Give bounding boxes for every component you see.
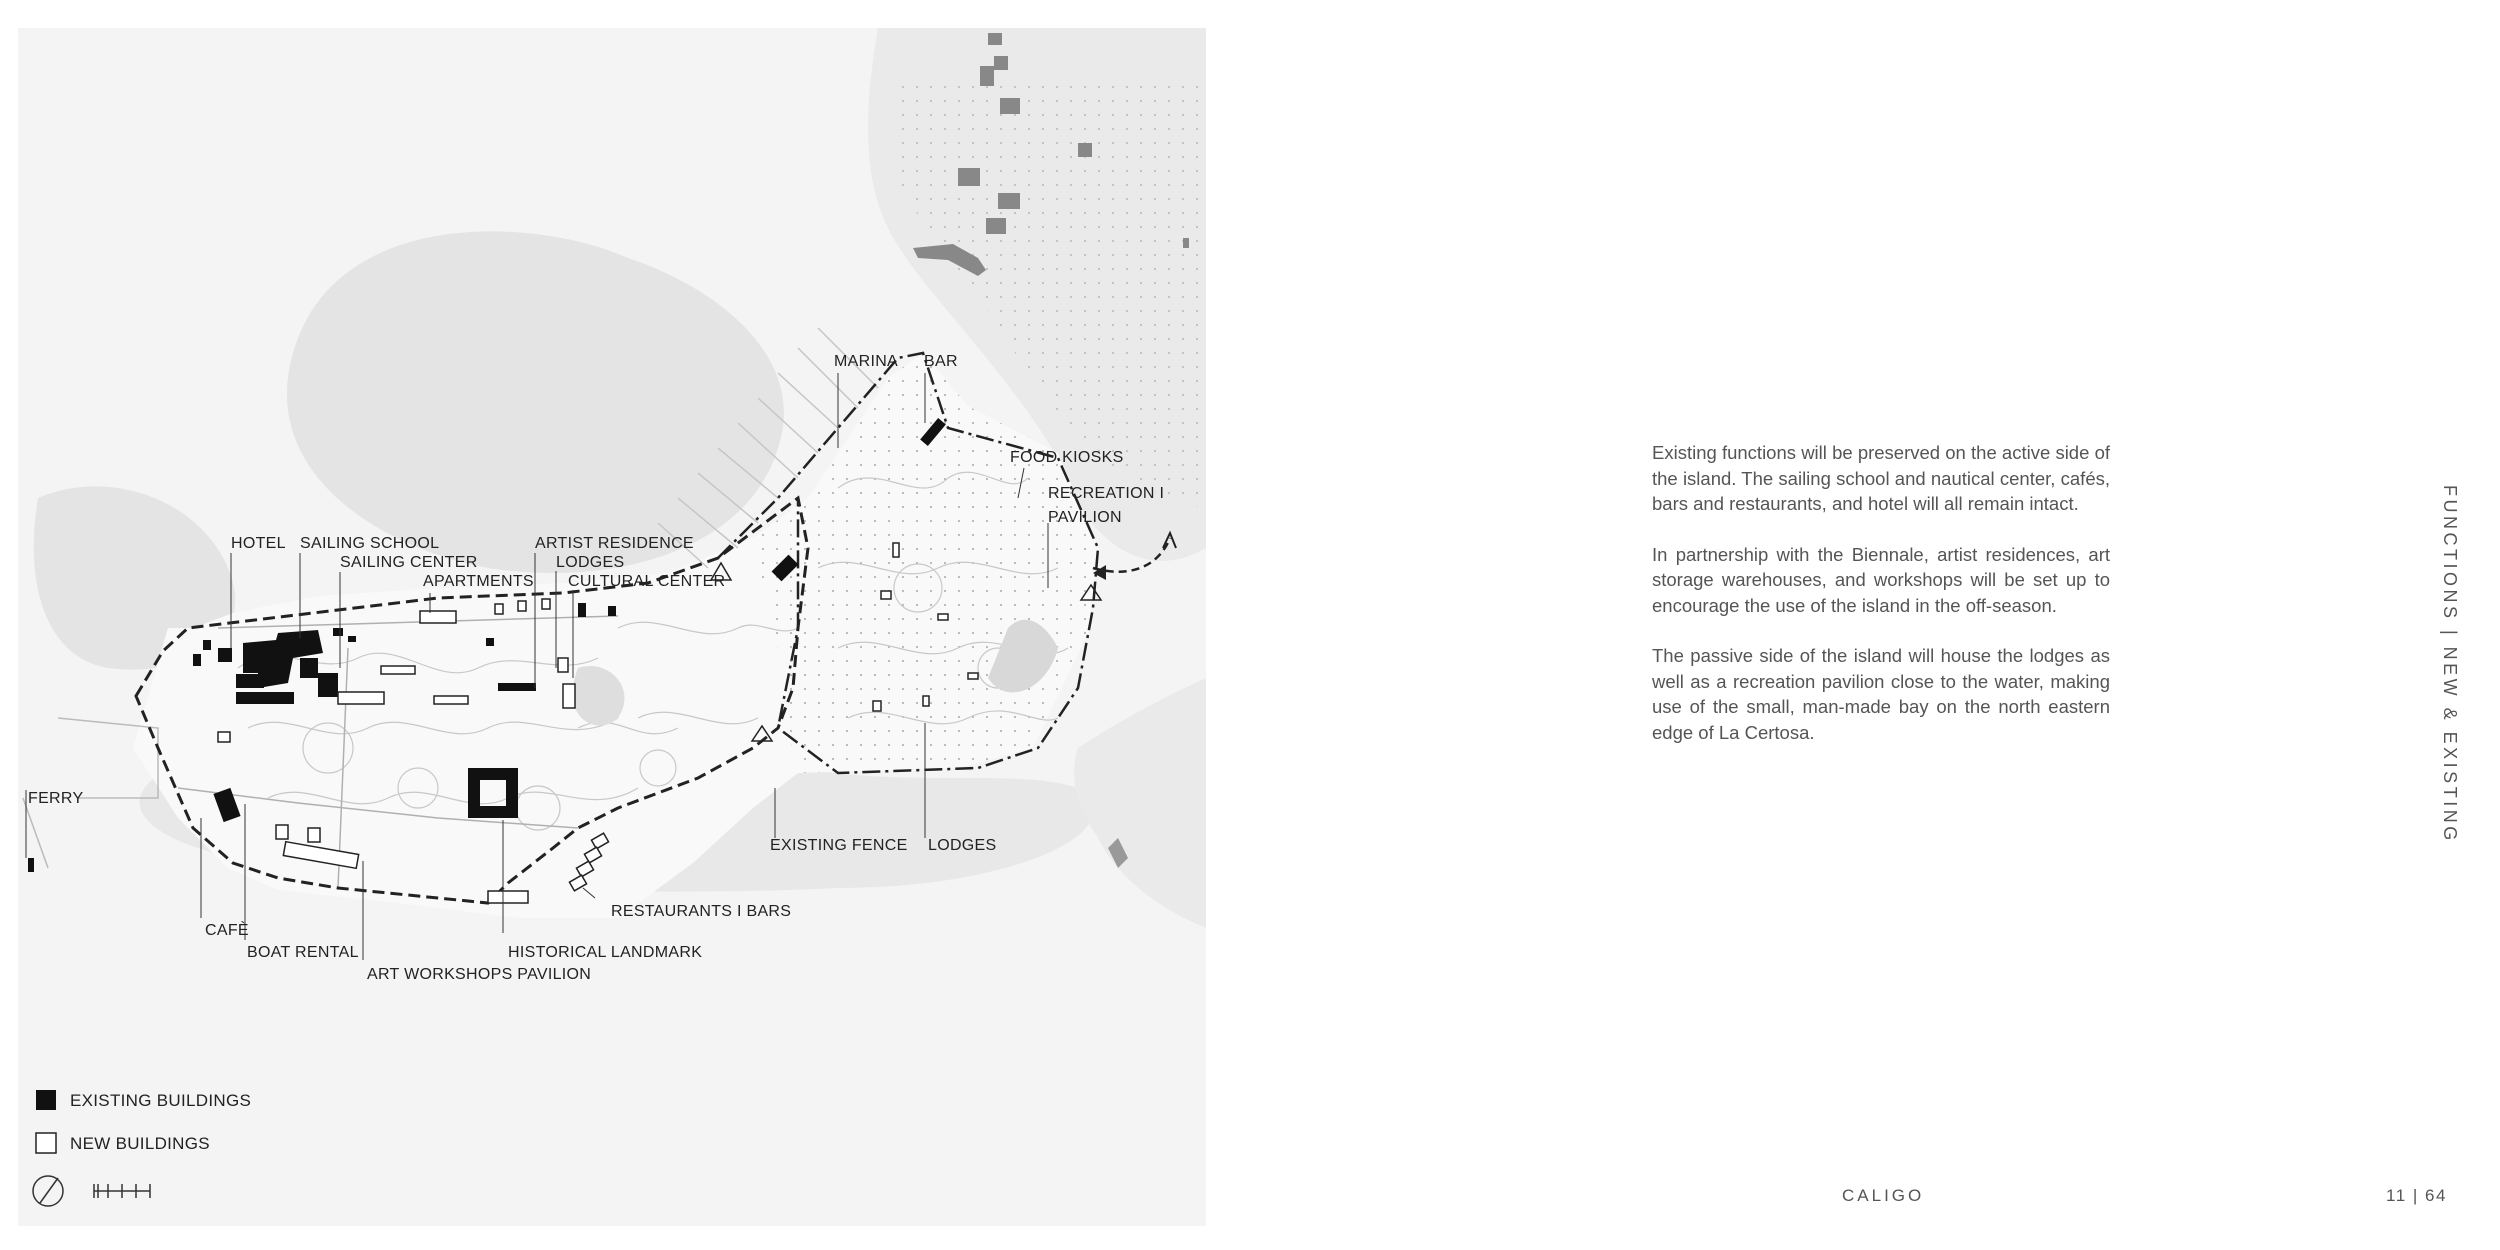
label-historical-landmark: HISTORICAL LANDMARK	[508, 944, 703, 961]
paragraph-biennale-partnership: In partnership with the Biennale, artist residences, art storage warehouses, and workshops will be set up to encourage the use of the island in the off-season.	[1652, 543, 2110, 616]
site-plan-map	[18, 28, 1206, 1226]
label-cafe: CAFÈ	[205, 922, 249, 939]
legend-new-swatch	[36, 1133, 56, 1153]
label-existing-fence: EXISTING FENCE	[770, 837, 908, 854]
label-art-workshops-pavilion: ART WORKSHOPS PAVILION	[367, 966, 592, 983]
section-title-text: FUNCTIONS | NEW & EXISTING	[2440, 485, 2460, 844]
label-lodges-top: LODGES	[556, 554, 625, 571]
label-apartments: APARTMENTS	[423, 573, 534, 590]
label-ferry: FERRY	[28, 790, 84, 807]
page-number: 11 | 64	[2386, 1186, 2447, 1205]
label-cultural-center: CULTURAL CENTER	[568, 573, 726, 590]
label-marina: MARINA	[834, 353, 899, 370]
label-recreation-line2: PAVILION	[1048, 509, 1122, 526]
label-boat-rental: BOAT RENTAL	[247, 944, 359, 961]
paragraph-passive-side: The passive side of the island will house the lodges as well as a recreation pavilion close to the water, making use of the small, man-made bay on the north eastern edge of La Certosa.	[1652, 645, 2110, 743]
label-artist-residence: ARTIST RESIDENCE	[535, 535, 694, 552]
label-lodges-bottom: LODGES	[928, 837, 997, 854]
scale-bar-icon	[94, 1184, 150, 1198]
label-restaurants-bars: RESTAURANTS I BARS	[611, 903, 792, 920]
paragraph-existing-functions: Existing functions will be preserved on the active side of the island. The sailing school and nautical center, cafés, bars and restaurants, and hotel will all remain intact.	[1652, 442, 2110, 514]
label-recreation-line1: RECREATION I	[1048, 485, 1165, 502]
map-legend	[36, 1090, 251, 1153]
label-sailing-school: SAILING SCHOOL	[300, 535, 440, 552]
legend-new-label: NEW BUILDINGS	[70, 1134, 210, 1153]
site-plan-drawing	[18, 28, 1206, 1226]
label-bar: BAR	[924, 353, 958, 370]
north-arrow-icon	[33, 1176, 63, 1206]
legend-existing-swatch	[36, 1090, 56, 1110]
ferry-landing	[28, 858, 34, 872]
label-sailing-center: SAILING CENTER	[340, 554, 478, 571]
legend-existing-label: EXISTING BUILDINGS	[70, 1091, 252, 1110]
label-food-kiosks: FOOD KIOSKS	[1010, 449, 1124, 466]
label-hotel: HOTEL	[231, 535, 286, 552]
footer-brand: CALIGO	[1842, 1186, 1925, 1205]
description-text	[1652, 440, 2110, 770]
